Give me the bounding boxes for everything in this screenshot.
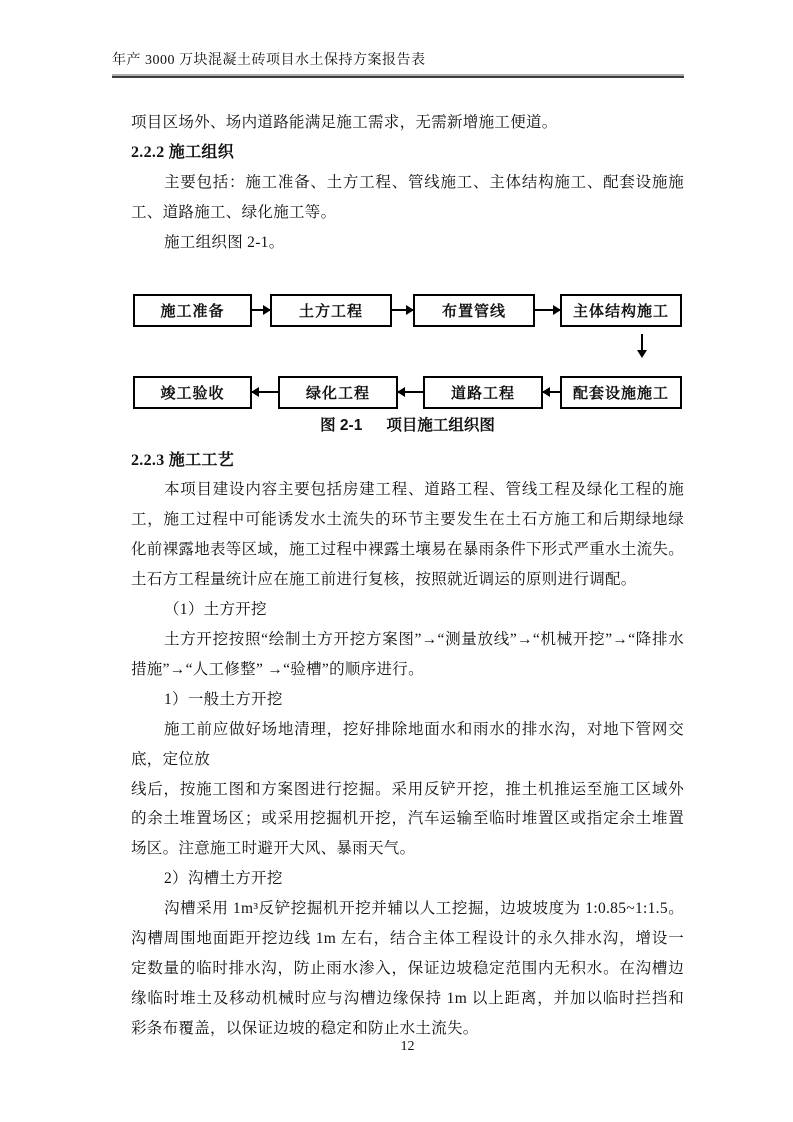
paragraph-line: 土石方工程量统计应在施工前进行复核，按照就近调运的原则进行调配。 <box>131 571 637 589</box>
header-title: 年产 3000 万块混凝土砖项目水土保持方案报告表 <box>112 53 426 68</box>
heading-2-2-3: 2.2.3 施工工艺 <box>131 451 234 469</box>
flowchart-figure <box>131 294 684 411</box>
arrow-right-icon <box>535 309 560 311</box>
paragraph-line: 主要包括：施工准备、土方工程、管线施工、主体结构施工、配套设施施 <box>164 173 684 191</box>
paragraph-line: 工，施工过程中可能诱发水土流失的环节主要发生在土石方施工和后期绿地绿 <box>131 511 684 529</box>
arrow-down-icon <box>641 334 643 350</box>
arrow-left-icon <box>252 391 278 393</box>
arrow-left-icon <box>398 391 423 393</box>
arrow-right-icon <box>392 309 413 311</box>
paragraph-line: 2）沟槽土方开挖 <box>164 870 283 888</box>
flow-box-construction-prep: 施工准备 <box>133 294 252 327</box>
paragraph-line: 本项目建设内容主要包括房建工程、道路工程、管线工程及绿化工程的施 <box>164 481 684 499</box>
flow-box-pipeline-layout: 布置管线 <box>413 294 535 327</box>
paragraph-line: 施工前应做好场地清理，挖好排除地面水和雨水的排水沟，对地下管网交 <box>164 720 684 738</box>
paragraph-line: 化前裸露地表等区域，施工过程中裸露土壤易在暴雨条件下形式严重水土流失。 <box>131 541 685 559</box>
paragraph-line: （1）土方开挖 <box>164 601 267 619</box>
flow-box-road-works: 道路工程 <box>423 376 543 409</box>
heading-2-2-2: 2.2.2 施工组织 <box>131 143 234 161</box>
figure-title: 项目施工组织图 <box>386 416 495 434</box>
flow-box-main-structure: 主体结构施工 <box>560 294 682 327</box>
paragraph-line: 线后，按施工图和方案图进行挖掘。采用反铲开挖，推土机推运至施工区域外 <box>131 780 684 798</box>
paragraph-line: 土方开挖按照“绘制土方开挖方案图”→“测量放线”→“机械开挖”→“降排水 <box>164 630 684 648</box>
paragraph-line: 项目区场外、场内道路能满足施工需求，无需新增施工便道。 <box>131 114 558 131</box>
flow-box-greening-works: 绿化工程 <box>278 376 398 409</box>
arrow-right-icon <box>252 309 270 311</box>
arrow-left-icon <box>543 391 560 393</box>
page-number: 12 <box>400 1039 415 1054</box>
figure-caption <box>131 416 684 436</box>
paragraph-line: 1）一般土方开挖 <box>164 690 283 708</box>
paragraph-line: 工、道路施工、绿化施工等。 <box>131 203 337 221</box>
flow-box-earthwork: 土方工程 <box>270 294 392 327</box>
paragraph-line: 定数量的临时排水沟，防止雨水渗入，保证边坡稳定范围内无积水。在沟槽边 <box>131 959 684 977</box>
paragraph-line: 施工组织图 2-1。 <box>164 233 285 251</box>
paragraph-line: 场区。注意施工时避开大风、暴雨天气。 <box>131 840 416 858</box>
paragraph-line: 缘临时堆土及移动机械时应与沟槽边缘保持 1m 以上距离，并加以临时拦挡和 <box>131 989 684 1007</box>
paragraph-line: 措施”→“人工修整” →“验槽”的顺序进行。 <box>131 660 424 678</box>
figure-label: 图 2-1 <box>320 416 363 434</box>
flow-box-supporting-facilities: 配套设施施工 <box>560 376 682 409</box>
document-body <box>131 0 684 1044</box>
paragraph-line: 沟槽采用 1m³反铲挖掘机开挖并辅以人工挖掘，边坡坡度为 1:0.85~1:1.5。 <box>164 900 684 918</box>
paragraph-line: 彩条布覆盖，以保证边坡的稳定和防止水土流失。 <box>131 1019 479 1037</box>
flow-box-completion-acceptance: 竣工验收 <box>133 376 252 409</box>
paragraph-line: 沟槽周围地面距开挖边线 1m 左右，结合主体工程设计的永久排水沟，增设一 <box>131 930 684 948</box>
paragraph-line: 的余土堆置场区；或采用挖掘机开挖，汽车运输至临时堆置区或指定余土堆置 <box>131 810 684 828</box>
paragraph-line: 底，定位放 <box>131 750 211 768</box>
